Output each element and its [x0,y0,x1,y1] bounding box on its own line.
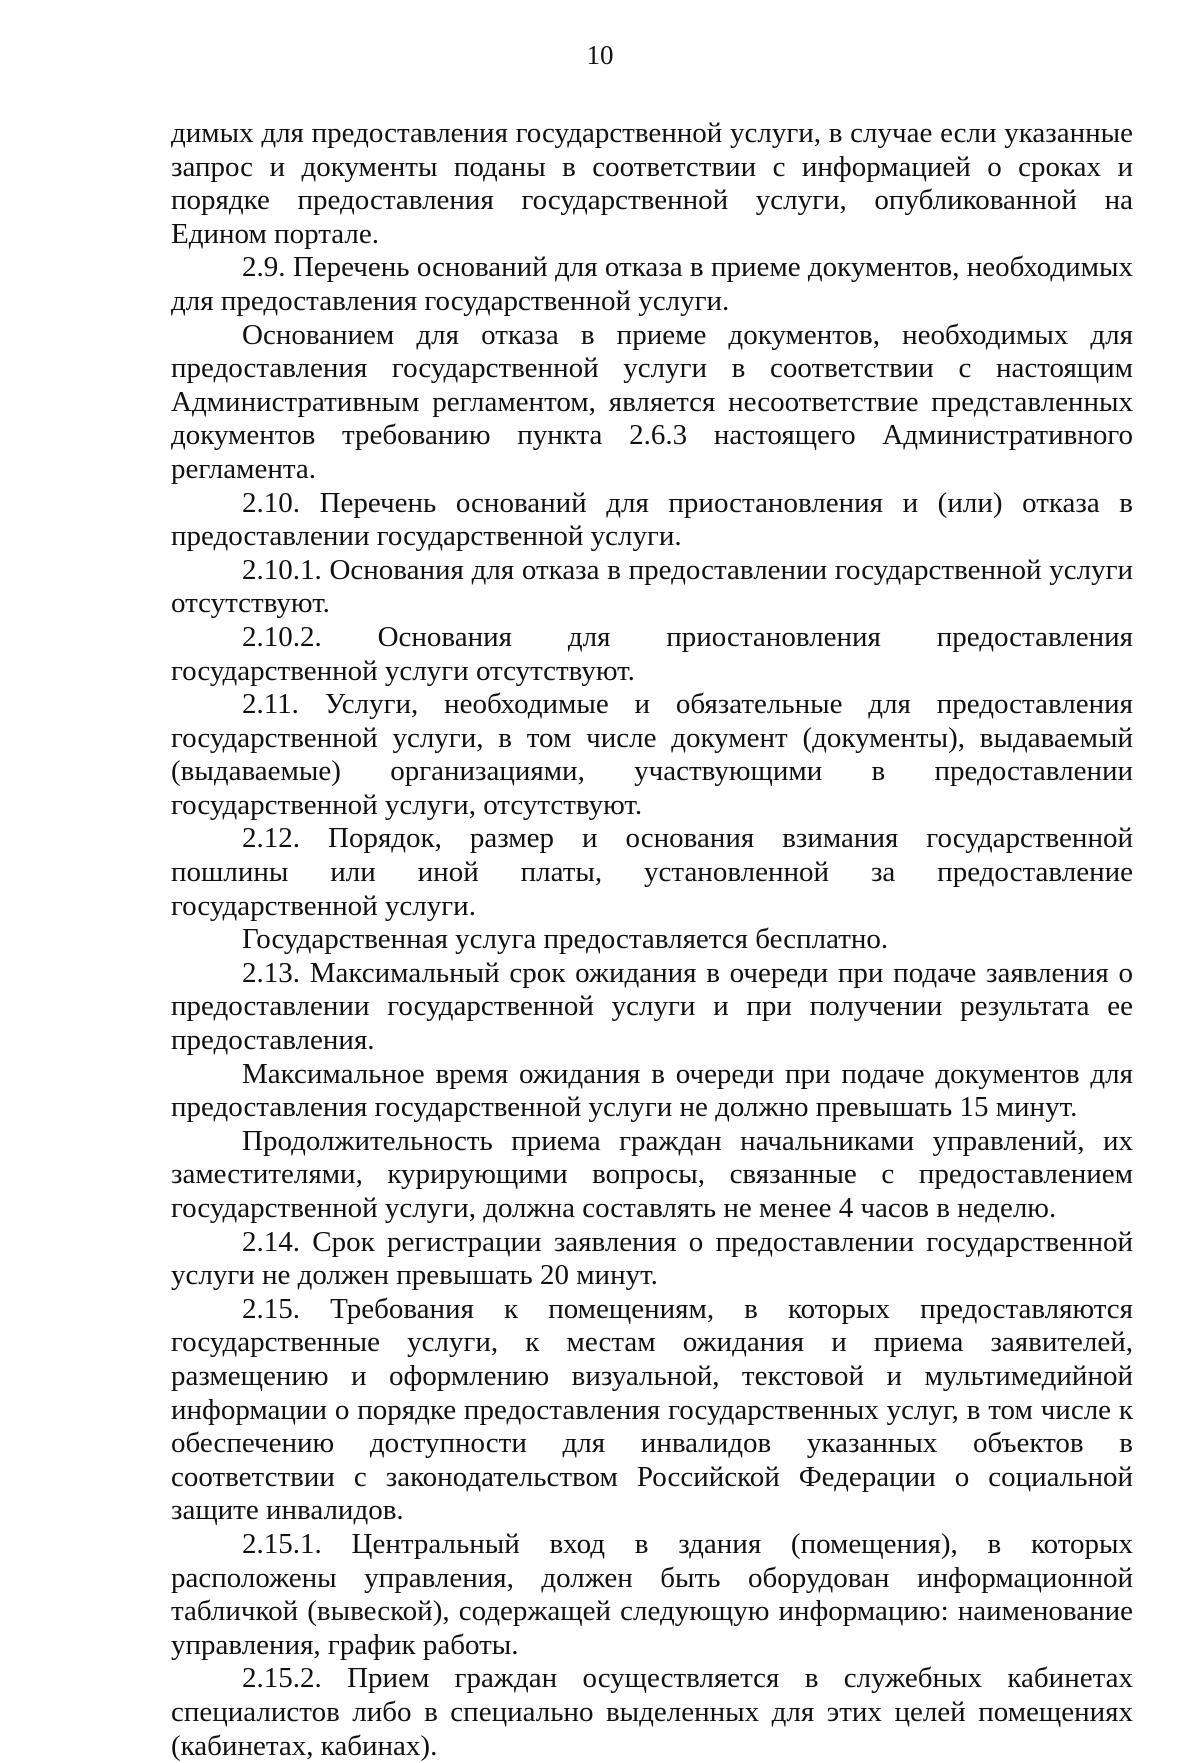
paragraph-2-12-heading: 2.12. Порядок, размер и основания взимания государственной пошлины или иной платы, установленной за предоставление государственной услуги. [171,822,1133,922]
paragraph-2-10-2: 2.10.2. Основания для приостановления предоставления государственной услуги отсутствуют. [171,620,1133,687]
page-number: 10 [586,40,614,70]
paragraph-2-9-heading: 2.9. Перечень оснований для отказа в приеме документов, необходимых для предоставления государственной услуги. [171,251,1133,317]
document-body [171,117,1133,1763]
paragraph-2-12-body: Государственная услуга предоставляется бесплатно. [242,923,889,956]
paragraph-2-13-heading: 2.13. Максимальный срок ожидания в очереди при подаче заявления о предоставлении государственной услуги и при получении результата ее предоставления. [171,956,1133,1057]
paragraph-2-13-body-2: Продолжительность приема граждан начальниками управлений, их заместителями, курирующими вопросы, связанные с предоставлением государственной услуги, должна составлять не менее 4 часов в неделю. [171,1124,1133,1224]
paragraph-2-10-1: 2.10.1. Основания для отказа в предоставлении государственной услуги отсутствуют. [171,553,1133,620]
paragraph-2-9-body: Основанием для отказа в приеме документов, необходимых для предоставления государственной услуги в соответствии с настоящим Административным регламентом, является несоответствие представленных документов требованию пункта 2.6.3 настоящего Административного регламента. [171,318,1133,485]
paragraph-2-10-heading: 2.10. Перечень оснований для приостановления и (или) отказа в предоставлении государственной услуги. [171,486,1133,553]
paragraph-2-13-body-1: Максимальное время ожидания в очереди при подаче документов для предоставления государственной услуги не должно превышать 15 минут. [171,1057,1133,1124]
paragraph-2-11: 2.11. Услуги, необходимые и обязательные для предоставления государственной услуги, в том числе документ (документы), выдаваемый (выдаваемые) организациями, участвующими в предоставлении государственной услуги, отсутствуют. [171,688,1133,821]
paragraph-continuation: димых для предоставления государственной услуги, в случае если указанные запрос и документы поданы в соответствии с информацией о сроках и порядке предоставления государственной услуги, опубликованной на Едином портале. [171,117,1133,250]
paragraph-2-14: 2.14. Срок регистрации заявления о предоставлении государственной услуги не должен превышать 20 минут. [171,1225,1133,1292]
paragraph-2-15-heading: 2.15. Требования к помещениям, в которых предоставляются государственные услуги, к местам ожидания и приема заявителей, размещению и оформлению визуальной, текстовой и мультимедийной информации о порядке предоставления государственных услуг, в том числе к обеспечению доступности для инвалидов указанных объектов в соответствии с законодательством Российской Федерации о социальной защите инвалидов. [171,1292,1133,1527]
paragraph-2-15-2: 2.15.2. Прием граждан осуществляется в служебных кабинетах специалистов либо в специально выделенных для этих целей помещениях (кабинетах, кабинах). [171,1662,1133,1762]
paragraph-2-15-1: 2.15.1. Центральный вход в здания (помещения), в которых расположены управления, должен быть оборудован информационной табличкой (вывеской), содержащей следующую информацию: наименование управления, график работы. [171,1527,1133,1661]
